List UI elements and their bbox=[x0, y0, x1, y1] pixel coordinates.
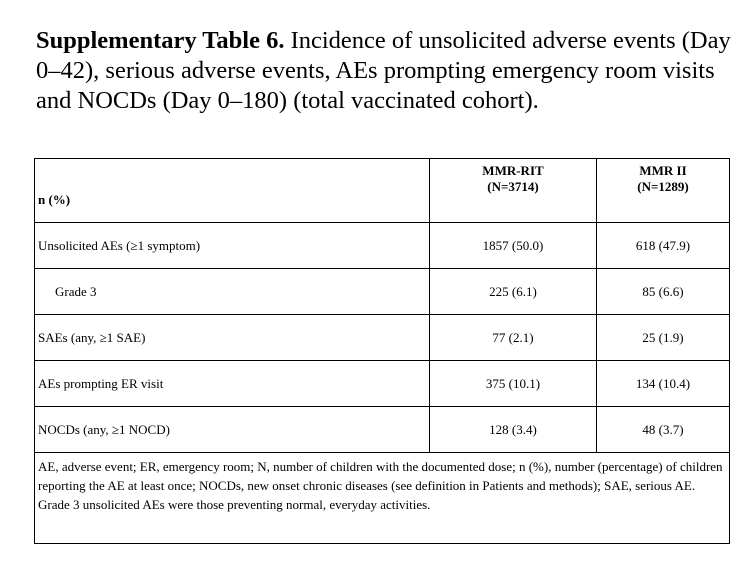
cell-mmr-rit: 1857 (50.0) bbox=[430, 223, 597, 269]
cell-mmr-rit: 225 (6.1) bbox=[430, 269, 597, 315]
table-row bbox=[35, 361, 730, 407]
row-label: Grade 3 bbox=[35, 269, 430, 315]
cell-mmr-rit: 128 (3.4) bbox=[430, 407, 597, 453]
row-label: SAEs (any, ≥1 SAE) bbox=[35, 315, 430, 361]
header-mmr-rit-name: MMR-RIT bbox=[482, 163, 544, 178]
footnotes bbox=[35, 453, 730, 544]
footnote-abbreviations: AE, adverse event; ER, emergency room; N, number of children with the documented dose; n (%), number (percentage) of children reporting the AE at least once; NOCDs, new onset chronic diseases (see definition in Patients and methods); SAE, serious AE. bbox=[38, 459, 723, 493]
header-row bbox=[35, 159, 730, 223]
table-row bbox=[35, 223, 730, 269]
row-label: NOCDs (any, ≥1 NOCD) bbox=[35, 407, 430, 453]
table-row bbox=[35, 315, 730, 361]
cell-mmr-ii: 25 (1.9) bbox=[597, 315, 730, 361]
table-row bbox=[35, 269, 730, 315]
header-n-percent: n (%) bbox=[35, 159, 430, 223]
header-mmr-rit bbox=[430, 159, 597, 223]
footnote-row bbox=[35, 453, 730, 544]
table-row bbox=[35, 407, 730, 453]
cell-mmr-ii: 618 (47.9) bbox=[597, 223, 730, 269]
cell-mmr-rit: 77 (2.1) bbox=[430, 315, 597, 361]
header-mmr-rit-n: (N=3714) bbox=[487, 179, 539, 194]
cell-mmr-ii: 134 (10.4) bbox=[597, 361, 730, 407]
cell-mmr-ii: 48 (3.7) bbox=[597, 407, 730, 453]
adverse-events-table bbox=[34, 158, 730, 544]
table-caption bbox=[36, 26, 736, 116]
row-label: Unsolicited AEs (≥1 symptom) bbox=[35, 223, 430, 269]
header-mmr-ii-n: (N=1289) bbox=[637, 179, 689, 194]
header-mmr-ii-name: MMR II bbox=[639, 163, 687, 178]
row-label: AEs prompting ER visit bbox=[35, 361, 430, 407]
header-mmr-ii bbox=[597, 159, 730, 223]
footnote-grade3: Grade 3 unsolicited AEs were those preventing normal, everyday activities. bbox=[38, 497, 431, 512]
caption-label: Supplementary Table 6. bbox=[36, 27, 285, 54]
cell-mmr-rit: 375 (10.1) bbox=[430, 361, 597, 407]
cell-mmr-ii: 85 (6.6) bbox=[597, 269, 730, 315]
caption-text: Incidence of unsolicited adverse events (Day 0–42), serious adverse events, AEs prompting emergency room visits and NOCDs (Day 0–180) (total vaccinated cohort). bbox=[36, 27, 731, 114]
